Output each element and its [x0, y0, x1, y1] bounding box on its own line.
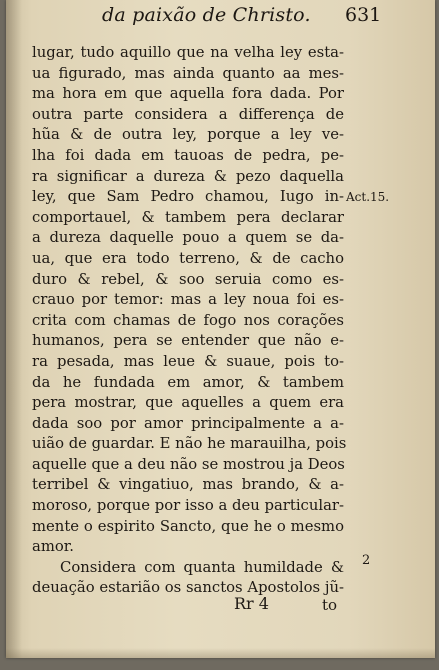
catchword: to [322, 596, 338, 614]
spine-shadow [6, 0, 22, 658]
text-line: lha foi dada em tauoas de pedra, pe- [32, 146, 344, 164]
page-bottom-edge [6, 648, 435, 658]
text-line: ua figurado, mas ainda quanto aa mes- [32, 64, 344, 82]
marginal-note: Act.15. [346, 190, 390, 204]
text-block [32, 43, 347, 599]
text-line: uião de guardar. E não he marauilha, pois [32, 435, 347, 453]
text-line: dada soo por amor principalmente a a- [32, 414, 344, 432]
text-line: ua, que era todo terreno, & de cacho [32, 249, 344, 267]
text-line: hũa & de outra ley, porque a ley ve- [32, 126, 344, 144]
text-line: aquelle que a deu não se mostrou ja Deos [32, 455, 345, 473]
page-number: 631 [345, 4, 382, 26]
text-line: terribel & vingatiuo, mas brando, & a- [32, 476, 344, 494]
running-head: da paixão de Christo. [102, 4, 311, 26]
text-line: da he fundada em amor, & tambem [32, 373, 344, 391]
paragraph-start-line: Considera com quanta humildade & [60, 558, 344, 576]
text-line: pera mostrar, que aquelles a quem era [32, 394, 344, 412]
text-line: comportauel, & tambem pera declarar [32, 208, 344, 226]
text-line: lugar, tudo aquillo que na velha ley esta- [32, 44, 344, 61]
signature-mark: Rr 4 [234, 594, 269, 613]
text-line: duro & rebel, & soo seruia como es- [32, 270, 344, 288]
marginal-paragraph-number: 2 [362, 553, 371, 568]
text-line: amor. [32, 538, 74, 556]
text-line: mente o espirito Sancto, que he o mesmo [32, 517, 344, 535]
text-line: deuação estarião os sanctos Apostolos jũ- [32, 579, 344, 597]
text-line: crita com chamas de fogo nos corações [32, 311, 344, 329]
text-line: ley, que Sam Pedro chamou, Iugo in- [32, 188, 344, 206]
text-line: a dureza daquelle pouo a quem se da- [32, 229, 344, 247]
text-line: outra parte considera a differença de [32, 105, 344, 123]
text-line: ra pesada, mas leue & suaue, pois to- [32, 352, 344, 370]
text-line: moroso, porque por isso a deu particular- [32, 497, 344, 515]
text-line: crauo por temor: mas a ley noua foi es- [32, 291, 344, 309]
book-page [6, 0, 435, 658]
text-line: ma hora em que aquella fora dada. Por [32, 85, 344, 103]
text-line: ra significar a dureza & pezo daquella [32, 167, 344, 185]
text-line: humanos, pera se entender que não e- [32, 332, 344, 350]
